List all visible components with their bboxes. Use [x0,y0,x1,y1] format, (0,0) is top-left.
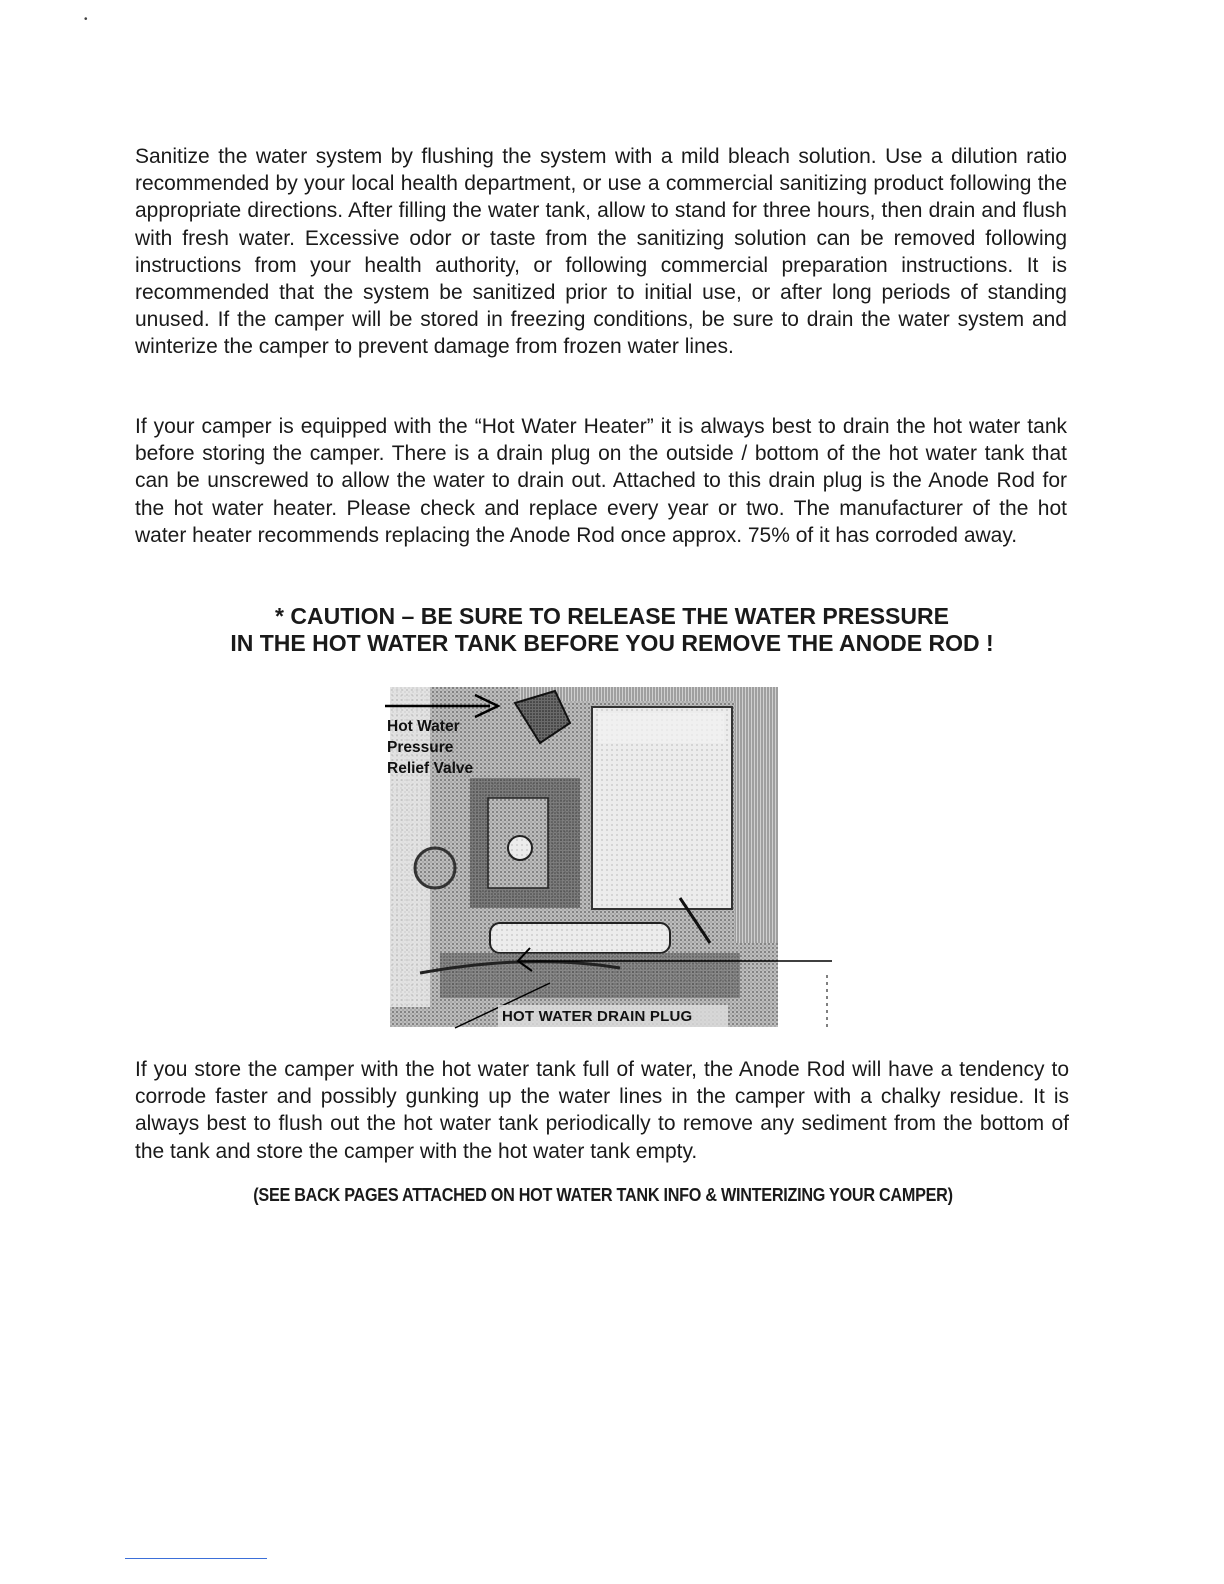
back-pages-note: (SEE BACK PAGES ATTACHED ON HOT WATER TANK INFO & WINTERIZING YOUR CAMPER) [253,1185,953,1205]
relief-valve-label [387,716,473,779]
footer-rule [125,1558,267,1559]
caution-line-1: * CAUTION – BE SURE TO RELEASE THE WATER PRESSURE [275,603,949,629]
caution-heading [0,603,1224,657]
caution-line-2: IN THE HOT WATER TANK BEFORE YOU REMOVE THE ANODE ROD ! [230,630,994,656]
scan-speck: • [84,14,88,25]
drain-plug-label: HOT WATER DRAIN PLUG [502,1008,693,1025]
relief-valve-label-line-2: Pressure [387,739,454,756]
relief-valve-label-line-1: Hot Water [387,718,460,735]
burner-tube [490,923,670,953]
relief-valve-label-line-3: Relief Valve [387,760,474,777]
water-heater-photo [380,683,835,1033]
paragraph-sanitize: Sanitize the water system by flushing the system with a mild bleach solution. Use a dilution ratio recommended by your local health department, or use a commercial sanitizing product following the appropriate directions. After filling the water tank, allow to stand for three hours, then drain and flush with fresh water. Excessive odor or taste from the sanitizing solution can be removed following instructions from your health authority, or following commercial preparation instructions. It is recommended that the system be sanitized prior to initial use, or after long periods of standing unused. If the camper will be stored in freezing conditions, be sure to drain the water system and winterize the camper to prevent damage from frozen water lines. [135,145,1067,359]
paragraph-storage: If you store the camper with the hot water tank full of water, the Anode Rod will have a tendency to corrode faster and possibly gunking up the water lines in the camper with a chalky residue. It is always best to flush out the hot water tank periodically to remove any sediment from the bottom of the tank and store the camper with the hot water tank empty. [135,1058,1069,1163]
paragraph-hot-water-heater: If your camper is equipped with the “Hot Water Heater” it is always best to drain the hot water tank before storing the camper. There is a drain plug on the outside / bottom of the hot water tank that can be unscrewed to allow the water to drain out. Attached to this drain plug is the Anode Rod for the hot water heater. Please check and replace every year or two. The manufacturer of the hot water heater recommends replacing the Anode Rod once approx. 75% of it has corroded away. [135,415,1067,547]
